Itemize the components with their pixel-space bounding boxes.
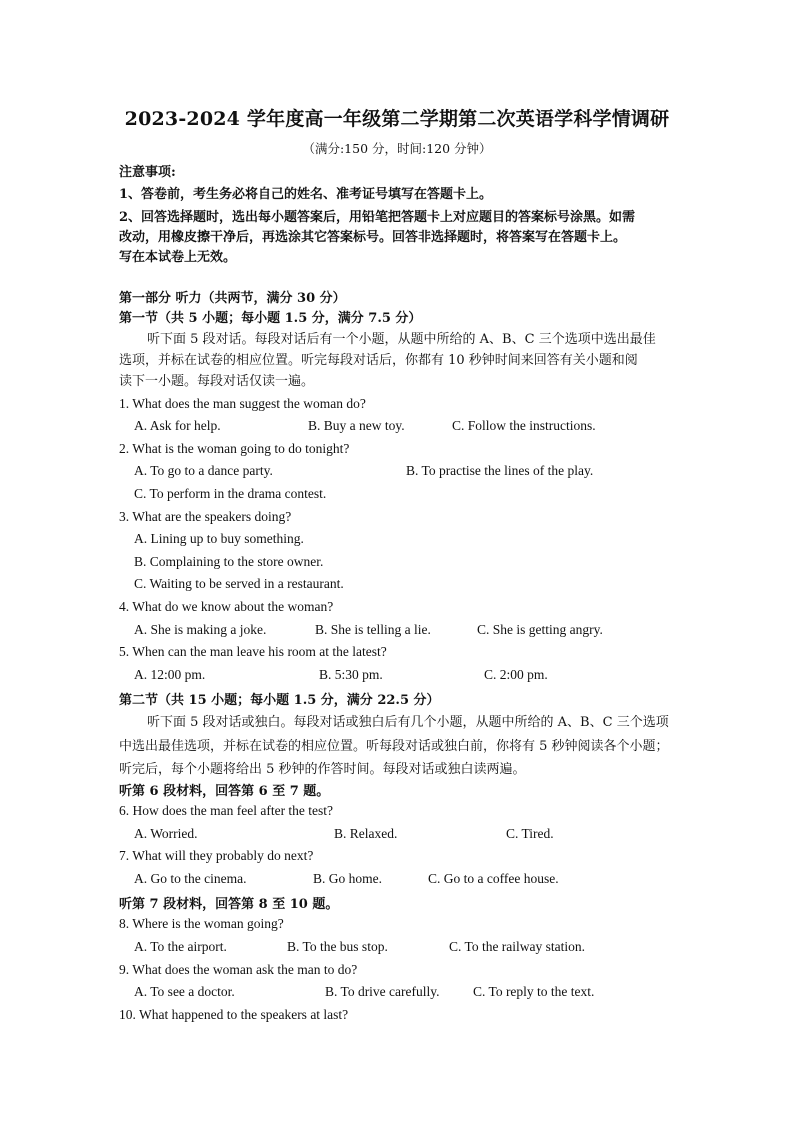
option-b: B. To practise the lines of the play. [406, 463, 594, 478]
option-b: B. Go home. [313, 871, 382, 886]
question-stem: 4. What do we know about the woman? [119, 599, 334, 614]
material-7-heading: 听第 7 段材料，回答第 8 至 10 题。 [119, 897, 339, 912]
notes-item-1: 1、答卷前，考生务必将自己的姓名、准考证号填写在答题卡上。 [119, 187, 493, 202]
option-c: C. Waiting to be served in a restaurant. [134, 576, 344, 591]
option-a: A. Lining up to buy something. [134, 531, 304, 546]
option-b: B. She is telling a lie. [315, 622, 431, 637]
option-c: C. Follow the instructions. [452, 418, 596, 433]
option-a: A. Worried. [134, 826, 198, 841]
notes-item-2-line-1: 2、回答选择题时，选出每小题答案后，用铅笔把答题卡上对应题目的答案标号涂黑。如需 [119, 210, 636, 225]
section2-heading: 第二节（共 15 小题；每小题 1.5 分，满分 22.5 分） [119, 693, 440, 708]
option-c: C. She is getting angry. [477, 622, 603, 637]
option-c: C. To the railway station. [449, 939, 586, 954]
option-c: C. Tired. [506, 826, 554, 841]
option-b: B. Complaining to the store owner. [134, 554, 324, 569]
section1-instructions-line-3: 读下一小题。每段对话仅读一遍。 [119, 374, 315, 389]
option-a: A. She is making a joke. [134, 622, 267, 637]
section2-instructions-line-1: 听下面 5 段对话或独白。每段对话或独白后有几个小题，从题中所给的 A、B、C 三个选项 [147, 715, 669, 730]
part1-heading: 第一部分 听力（共两节，满分 30 分） [119, 291, 346, 306]
option-a: A. Ask for help. [134, 418, 221, 433]
option-c: C. To perform in the drama contest. [134, 486, 327, 501]
option-c: C. To reply to the text. [473, 984, 595, 999]
section2-instructions-line-3: 听完后，每个小题将给出 5 秒钟的作答时间。每段对话或独白读两遍。 [119, 762, 526, 777]
question-stem: 3. What are the speakers doing? [119, 509, 292, 524]
option-b: B. Relaxed. [334, 826, 398, 841]
page-subtitle: （满分:150 分，时间:120 分钟） [302, 141, 492, 156]
option-a: A. Go to the cinema. [134, 871, 247, 886]
question-stem: 6. How does the man feel after the test? [119, 803, 334, 818]
option-a: A. To the airport. [134, 939, 227, 954]
question-stem: 1. What does the man suggest the woman do? [119, 396, 366, 411]
option-a: A. To see a doctor. [134, 984, 235, 999]
section2-instructions-line-2: 中选出最佳选项，并标在试卷的相应位置。听每段对话或独白前，你将有 5 秒钟阅读各个小题； [119, 739, 669, 754]
question-stem: 7. What will they probably do next? [119, 848, 314, 863]
question-stem: 9. What does the woman ask the man to do? [119, 962, 358, 977]
section1-heading: 第一节（共 5 小题；每小题 1.5 分，满分 7.5 分） [119, 311, 422, 326]
section1-instructions-line-1: 听下面 5 段对话。每段对话后有一个小题，从题中所给的 A、B、C 三个选项中选出最佳 [147, 332, 656, 347]
option-c: C. Go to a coffee house. [428, 871, 559, 886]
option-a: A. 12:00 pm. [134, 667, 206, 682]
question-stem: 2. What is the woman going to do tonight? [119, 441, 350, 456]
option-a: A. To go to a dance party. [134, 463, 273, 478]
option-b: B. To the bus stop. [287, 939, 388, 954]
section1-instructions-line-2: 选项，并标在试卷的相应位置。听完每段对话后，你都有 10 秒钟时间来回答有关小题和阅 [119, 353, 638, 368]
notes-item-2-line-3: 写在本试卷上无效。 [119, 250, 237, 265]
question-stem: 5. When can the man leave his room at the latest? [119, 644, 387, 659]
option-b: B. Buy a new toy. [308, 418, 405, 433]
option-c: C. 2:00 pm. [484, 667, 548, 682]
material-6-heading: 听第 6 段材料，回答第 6 至 7 题。 [119, 784, 330, 799]
option-b: B. To drive carefully. [325, 984, 440, 999]
question-stem: 10. What happened to the speakers at last? [119, 1007, 349, 1022]
notes-item-2-line-2: 改动，用橡皮擦干净后，再选涂其它答案标号。回答非选择题时，将答案写在答题卡上。 [119, 230, 627, 245]
option-b: B. 5:30 pm. [319, 667, 383, 682]
page-title: 2023-2024 学年度高一年级第二学期第二次英语学科学情调研 [124, 108, 670, 130]
question-stem: 8. Where is the woman going? [119, 916, 284, 931]
notes-heading: 注意事项: [119, 165, 176, 180]
